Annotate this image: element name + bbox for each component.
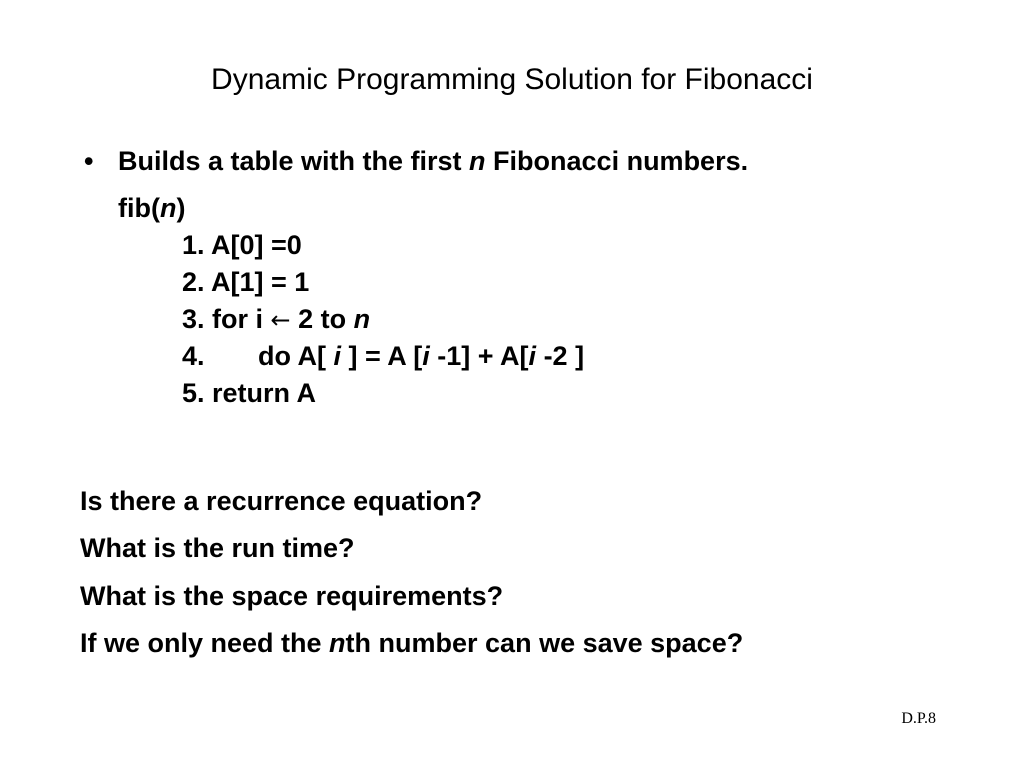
slide-number: D.P.8: [901, 710, 936, 727]
code-header-close: ): [176, 193, 186, 223]
code-header-fn: fib(: [118, 193, 160, 223]
question-save-space-var: n: [329, 627, 346, 658]
code-line-4-c: -1] + A[: [429, 341, 529, 371]
code-line-4-i3: i: [528, 341, 537, 371]
bullet-marker: •: [84, 146, 94, 176]
code-header-var: n: [159, 193, 177, 223]
question-run-time: What is the run time?: [80, 533, 355, 564]
code-line-4-d: -2 ]: [536, 341, 585, 371]
code-line-4-b: ] = A [: [341, 341, 423, 371]
code-line-5: 5. return A: [182, 378, 317, 408]
question-save-space-after: th number can we save space?: [345, 627, 744, 658]
code-line-3-var: n: [353, 304, 371, 334]
code-line-4-num: 4.: [182, 341, 205, 371]
code-line-3: [118, 301, 584, 338]
code-line-3-mid: 2 to: [290, 304, 354, 334]
questions-list: [80, 478, 743, 667]
bullet-item: [84, 142, 748, 180]
question-recurrence: Is there a recurrence equation?: [80, 486, 483, 516]
code-header: [118, 190, 584, 227]
question-save-space: [80, 620, 743, 667]
left-arrow-icon: ←: [270, 306, 291, 334]
question-save-space-before: If we only need the: [80, 627, 330, 658]
bullet-var: n: [469, 146, 486, 176]
slide-title: Dynamic Programming Solution for Fibonacci: [211, 63, 813, 96]
code-line-3-start: 3. for i: [182, 304, 271, 334]
pseudocode-block: [118, 190, 584, 412]
question-space: What is the space requirements?: [80, 580, 504, 611]
code-line-1: 1. A[0] =0: [182, 230, 302, 260]
code-line-2: 2. A[1] = 1: [182, 267, 310, 297]
bullet-text-after: Fibonacci numbers.: [485, 146, 749, 176]
code-line-4-i2: i: [422, 341, 430, 371]
code-line-4: [118, 338, 584, 375]
code-line-4-i1: i: [333, 341, 341, 371]
code-line-4-a: do A[: [258, 341, 334, 371]
bullet-text-before: Builds a table with the first: [118, 146, 470, 176]
